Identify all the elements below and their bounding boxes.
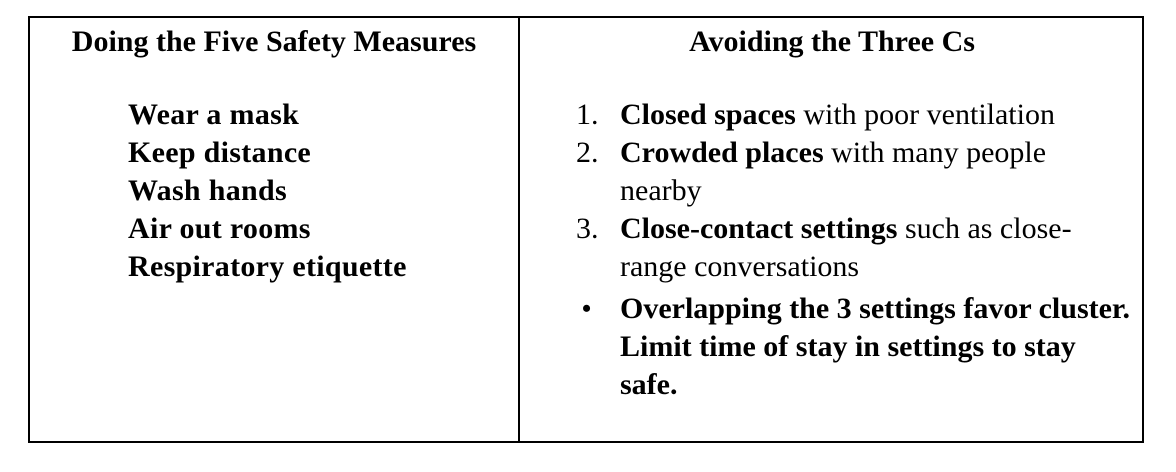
item-description: such as close-range conversations: [620, 212, 1072, 283]
list-number: 2.: [576, 136, 599, 169]
measure-item: Wear a mask: [128, 98, 300, 131]
item-description: with many people nearby: [620, 136, 1047, 207]
three-cs-list: [576, 96, 1132, 404]
limit-time-note-line: Limit time of stay in settings to stay safe.: [620, 330, 1076, 401]
safety-table: [28, 16, 1144, 443]
measure-item: Air out rooms: [128, 212, 311, 245]
list-number: 3.: [576, 212, 599, 245]
three-cs-item-crowded-places: [576, 134, 1132, 210]
right-column-header: Avoiding the Three Cs: [689, 25, 975, 58]
three-cs-item-closed-spaces: [576, 96, 1132, 134]
measure-item: Keep distance: [128, 136, 312, 169]
column-divider: [518, 18, 520, 441]
overlap-note: [576, 290, 1132, 404]
item-title: Closed spaces: [620, 98, 796, 131]
item-title: Close-contact settings: [620, 212, 898, 245]
left-column-header: Doing the Five Safety Measures: [71, 25, 477, 58]
measure-item: Wash hands: [128, 174, 287, 207]
item-title: Crowded places: [620, 136, 824, 169]
three-cs-item-close-contact: [576, 210, 1132, 286]
bullet-dot: •: [582, 294, 592, 323]
safety-measures-list: [128, 96, 407, 286]
overlap-note-line: Overlapping the 3 settings favor cluster.: [620, 292, 1130, 325]
list-number: 1.: [576, 98, 599, 131]
measure-item: Respiratory etiquette: [128, 250, 407, 283]
item-description: with poor ventilation: [795, 98, 1055, 131]
